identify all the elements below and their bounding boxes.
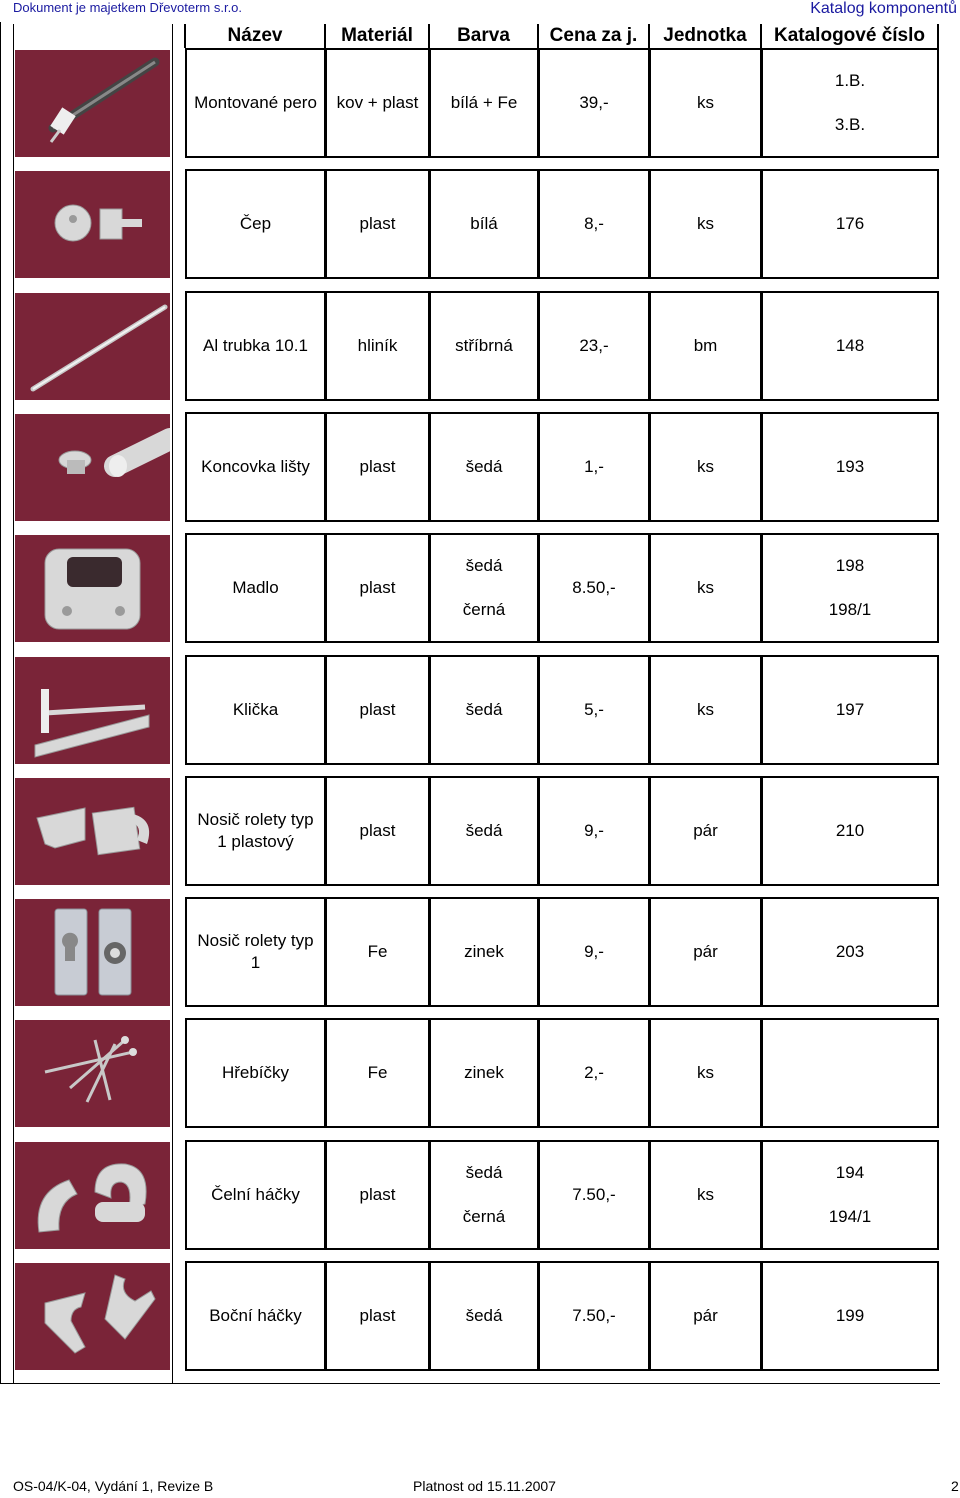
column-header-catalog: Katalogové číslo xyxy=(774,25,925,46)
table-border xyxy=(172,24,173,1384)
cell-color-value: zinek xyxy=(464,1063,504,1082)
cell-name-value: Nosič rolety typ 1 xyxy=(197,931,314,972)
cell-material-value: plast xyxy=(359,821,396,840)
cell-name-value: Montované pero xyxy=(194,93,317,112)
cell-material xyxy=(325,291,430,401)
endcap-icon xyxy=(15,414,170,521)
cell-unit-value: ks xyxy=(697,1185,714,1204)
cell-color-value: bílá xyxy=(470,214,498,233)
cell-catalog-value: 198/1 xyxy=(828,600,872,619)
cell-color xyxy=(429,412,539,522)
cell-catalog xyxy=(761,412,939,522)
cell-material-value: Fe xyxy=(367,1063,388,1082)
side-hook-icon xyxy=(15,1263,170,1370)
cell-name-value: Nosič rolety typ 1 plastový xyxy=(197,810,314,851)
footer-validity: Platnost od 15.11.2007 xyxy=(413,1478,556,1494)
cell-unit-value: pár xyxy=(693,1306,718,1325)
cell-catalog xyxy=(761,1018,939,1128)
cell-price xyxy=(538,776,650,886)
cell-material-value: Fe xyxy=(367,942,388,961)
cell-name xyxy=(185,533,326,643)
cell-catalog-value: 198 xyxy=(835,556,865,575)
cell-name xyxy=(185,169,326,279)
cell-catalog-value: 176 xyxy=(835,214,865,233)
cell-catalog xyxy=(761,655,939,765)
cell-price-value: 5,- xyxy=(584,700,604,719)
cell-material xyxy=(325,1261,430,1371)
cell-color xyxy=(429,897,539,1007)
cell-color-value: šedá xyxy=(465,700,503,719)
cell-material-value: plast xyxy=(359,214,396,233)
document-owner-note: Dokument je majetkem Dřevoterm s.r.o. xyxy=(13,0,243,15)
cell-catalog-value: 148 xyxy=(835,336,865,355)
cell-name xyxy=(185,1018,326,1128)
cell-unit xyxy=(649,291,762,401)
cell-color xyxy=(429,776,539,886)
column-header-unit: Jednotka xyxy=(663,25,747,46)
cell-color xyxy=(429,533,539,643)
cell-price-value: 8,- xyxy=(584,214,604,233)
cell-color xyxy=(429,169,539,279)
cell-catalog-value: 199 xyxy=(835,1306,865,1325)
cell-material-value: plast xyxy=(359,700,396,719)
cell-name-value: Al trubka 10.1 xyxy=(203,336,308,355)
cell-price xyxy=(538,169,650,279)
cell-color-value: šedá xyxy=(465,1306,503,1325)
cell-color-value: šedá xyxy=(465,821,503,840)
cell-price xyxy=(538,291,650,401)
cell-name-value: Čelní háčky xyxy=(211,1185,300,1204)
cell-catalog xyxy=(761,897,939,1007)
cell-price xyxy=(538,1261,650,1371)
cell-catalog-value: 3.B. xyxy=(834,115,866,134)
cell-material xyxy=(325,169,430,279)
cell-material xyxy=(325,776,430,886)
cell-color-value: stříbrná xyxy=(455,336,513,355)
cell-name xyxy=(185,1140,326,1250)
bracket-plastic-icon xyxy=(15,778,170,885)
cell-name xyxy=(185,776,326,886)
cell-price xyxy=(538,1018,650,1128)
pin-icon xyxy=(15,171,170,278)
cell-name-value: Čep xyxy=(239,214,272,233)
cell-catalog xyxy=(761,776,939,886)
cell-color-value: šedá xyxy=(465,457,503,476)
cell-unit-value: ks xyxy=(697,700,714,719)
bracket-metal-icon xyxy=(15,899,170,1006)
cell-color-value: šedá xyxy=(465,556,503,575)
cell-unit-value: ks xyxy=(697,214,714,233)
cell-material-value: plast xyxy=(359,1306,396,1325)
cell-color xyxy=(429,1018,539,1128)
column-header-name: Název xyxy=(227,25,283,46)
cell-unit xyxy=(649,1261,762,1371)
cell-price xyxy=(538,48,650,158)
table-border xyxy=(13,24,14,1384)
cell-catalog-value: 203 xyxy=(835,942,865,961)
rod-icon xyxy=(15,50,170,157)
cell-catalog-value: 1.B. xyxy=(834,71,866,90)
cell-material xyxy=(325,897,430,1007)
cell-material xyxy=(325,48,430,158)
cell-name-value: Boční háčky xyxy=(209,1306,302,1325)
cell-catalog xyxy=(761,1261,939,1371)
latch-icon xyxy=(15,657,170,764)
cell-catalog xyxy=(761,48,939,158)
cell-unit-value: ks xyxy=(697,457,714,476)
cell-name xyxy=(185,1261,326,1371)
cell-price-value: 9,- xyxy=(584,942,604,961)
cell-price xyxy=(538,1140,650,1250)
cell-price xyxy=(538,655,650,765)
cell-unit xyxy=(649,412,762,522)
cell-unit xyxy=(649,1140,762,1250)
cell-price-value: 7.50,- xyxy=(572,1306,616,1325)
cell-material-value: plast xyxy=(359,1185,396,1204)
cell-catalog xyxy=(761,169,939,279)
cell-price xyxy=(538,412,650,522)
cell-catalog-value: 194 xyxy=(835,1163,865,1182)
cell-material-value: kov + plast xyxy=(336,93,419,112)
cell-material xyxy=(325,533,430,643)
cell-material xyxy=(325,655,430,765)
cell-unit xyxy=(649,1018,762,1128)
cell-name xyxy=(185,412,326,522)
cell-color xyxy=(429,1140,539,1250)
cell-unit-value: ks xyxy=(697,1063,714,1082)
cell-price-value: 8.50,- xyxy=(572,578,616,597)
nails-icon xyxy=(15,1020,170,1127)
cell-name-value: Madlo xyxy=(232,578,279,597)
cell-unit-value: pár xyxy=(693,821,718,840)
cell-price-value: 1,- xyxy=(584,457,604,476)
cell-material-value: plast xyxy=(359,457,396,476)
cell-name xyxy=(185,897,326,1007)
cell-unit xyxy=(649,533,762,643)
cell-color-value: zinek xyxy=(464,942,504,961)
cell-price xyxy=(538,897,650,1007)
cell-color xyxy=(429,655,539,765)
cell-price-value: 39,- xyxy=(579,93,609,112)
cell-price-value: 2,- xyxy=(584,1063,604,1082)
column-header-material: Materiál xyxy=(341,25,413,46)
handle-icon xyxy=(15,535,170,642)
cell-name-value: Hřebíčky xyxy=(221,1063,290,1082)
cell-catalog-value: 194/1 xyxy=(828,1207,872,1226)
footer-document-id: OS-04/K-04, Vydání 1, Revize B xyxy=(13,1478,214,1494)
cell-material xyxy=(325,412,430,522)
cell-unit-value: bm xyxy=(693,336,718,355)
cell-color xyxy=(429,48,539,158)
cell-unit-value: ks xyxy=(697,93,714,112)
cell-name xyxy=(185,655,326,765)
cell-catalog xyxy=(761,533,939,643)
cell-price-value: 7.50,- xyxy=(572,1185,616,1204)
cell-color-value: bílá + Fe xyxy=(450,93,518,112)
tube-icon xyxy=(15,293,170,400)
column-header-price: Cena za j. xyxy=(549,25,638,46)
cell-color-value: černá xyxy=(462,1207,506,1226)
cell-price-value: 23,- xyxy=(579,336,609,355)
cell-unit xyxy=(649,48,762,158)
cell-color-value: černá xyxy=(462,600,506,619)
footer-page-number: 2 xyxy=(951,1478,959,1494)
cell-material-value: plast xyxy=(359,578,396,597)
front-hook-icon xyxy=(15,1142,170,1249)
cell-unit xyxy=(649,776,762,886)
cell-unit xyxy=(649,169,762,279)
cell-material-value: hliník xyxy=(357,336,398,355)
cell-color xyxy=(429,1261,539,1371)
cell-material xyxy=(325,1140,430,1250)
column-header-color: Barva xyxy=(457,25,510,46)
cell-unit xyxy=(649,897,762,1007)
cell-name-value: Koncovka lišty xyxy=(201,457,310,476)
cell-color-value: šedá xyxy=(465,1163,503,1182)
cell-name-value: Klička xyxy=(232,700,279,719)
cell-price-value: 9,- xyxy=(584,821,604,840)
cell-catalog xyxy=(761,291,939,401)
cell-unit-value: ks xyxy=(697,578,714,597)
cell-catalog-value: 193 xyxy=(835,457,865,476)
catalog-title: Katalog komponentů xyxy=(810,0,957,17)
cell-catalog-value: 210 xyxy=(835,821,865,840)
cell-catalog-value: 197 xyxy=(835,700,865,719)
cell-unit-value: pár xyxy=(693,942,718,961)
cell-price xyxy=(538,533,650,643)
cell-color xyxy=(429,291,539,401)
cell-material xyxy=(325,1018,430,1128)
cell-name xyxy=(185,48,326,158)
cell-catalog xyxy=(761,1140,939,1250)
cell-name xyxy=(185,291,326,401)
cell-unit xyxy=(649,655,762,765)
